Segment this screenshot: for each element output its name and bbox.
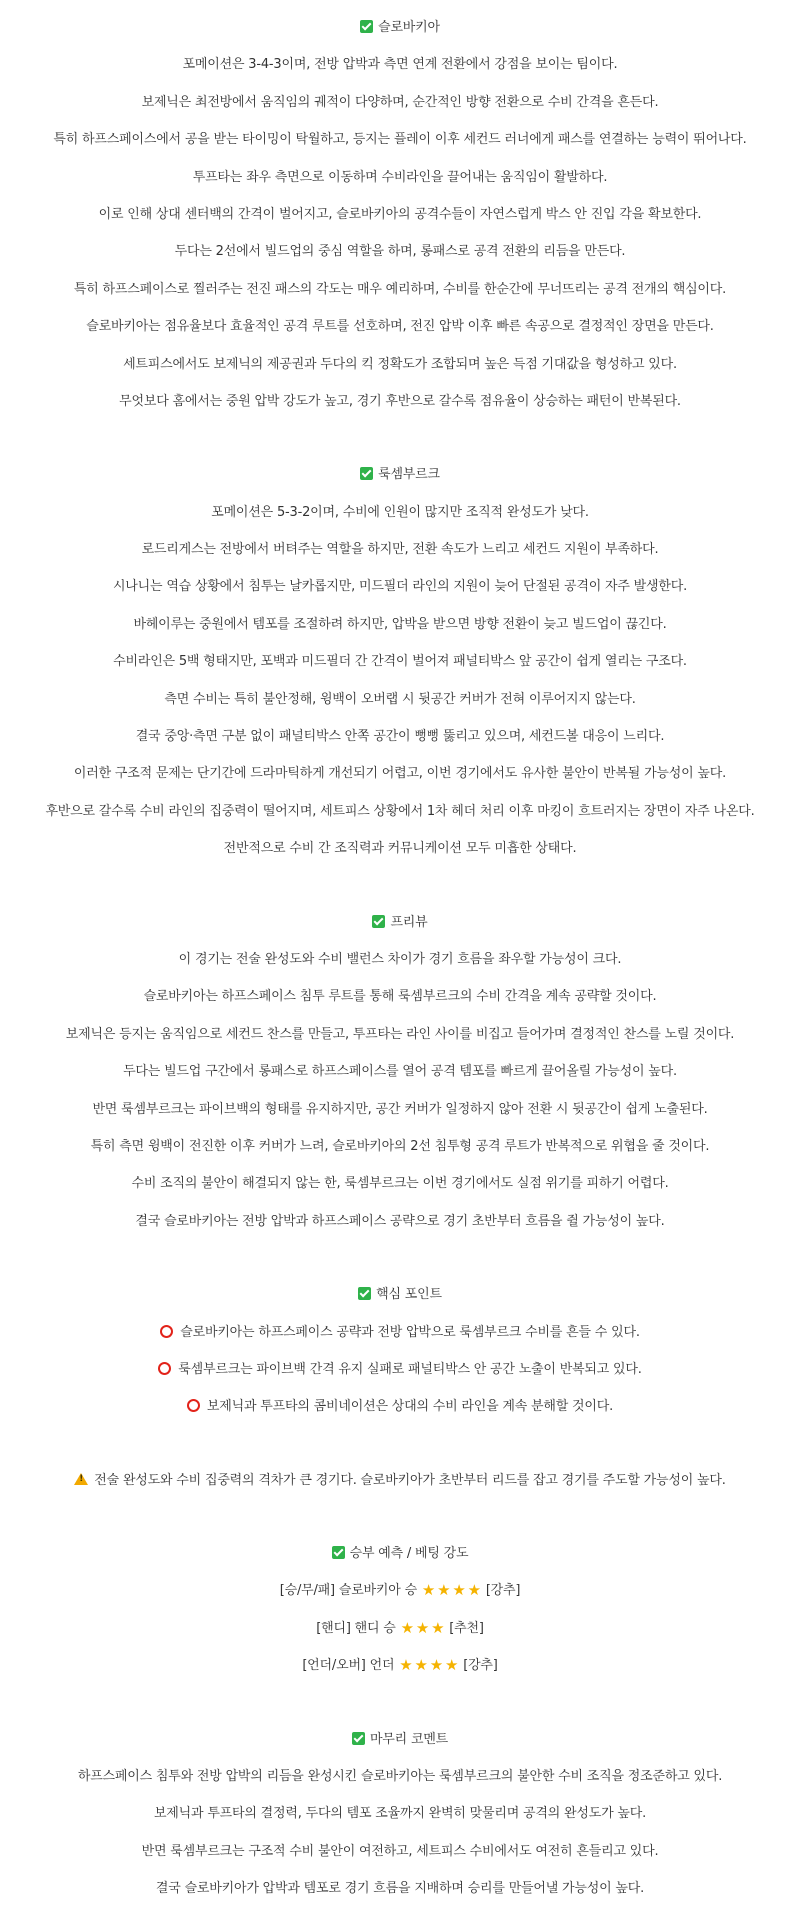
red-circle-icon — [158, 1362, 171, 1375]
key-point-text: 슬로바키아는 하프스페이스 공략과 전방 압박으로 룩셈부르크 수비를 흔들 수 있다. — [180, 1324, 640, 1340]
prediction-strength: [강추] — [485, 1583, 521, 1599]
star-icon: ★ — [467, 1581, 481, 1600]
paragraph-line: 보제닉과 투프타의 결정력, 두다의 템포 조율까지 완벽히 맞물리며 공격의 완성도가 높다. — [153, 1806, 647, 1822]
section-key-points — [0, 1284, 800, 1434]
prediction-market: [언더/오버] — [302, 1658, 366, 1674]
paragraph-line: 이러한 구조적 문제는 단기간에 드라마틱하게 개선되기 어렵고, 이번 경기에서도 유사한 불안이 반복될 가능성이 높다. — [73, 766, 727, 782]
prediction-pick: 핸디 승 — [354, 1620, 396, 1636]
section-slovakia — [0, 17, 800, 428]
star-icon: ★ — [429, 1656, 444, 1675]
paragraph-line: 로드리게스는 전방에서 버텨주는 역할을 하지만, 전환 속도가 느리고 세컨드 지원이 부족하다. — [141, 542, 659, 558]
star-icon: ★ — [415, 1618, 430, 1637]
paragraph-line: 보제닉은 등지는 움직임으로 세컨드 찬스를 만들고, 투프타는 라인 사이를 비집고 들어가며 결정적인 찬스를 노릴 것이다. — [65, 1026, 735, 1042]
warning-line — [0, 1470, 800, 1507]
section-heading — [0, 17, 800, 54]
paragraph-line: 슬로바키아는 점유율보다 효율적인 공격 루트를 선호하며, 전진 압박 이후 빠른 속공으로 결정적인 장면을 만든다. — [86, 319, 714, 335]
prediction-row — [0, 1618, 800, 1655]
section-heading — [0, 1543, 800, 1580]
warning-text: 전술 완성도와 수비 집중력의 격차가 큰 경기다. 슬로바키아가 초반부터 리드를 잡고 경기를 주도할 가능성이 높다. — [94, 1472, 726, 1488]
paragraph-line: 포메이션은 5-3-2이며, 수비에 인원이 많지만 조직적 완성도가 낮다. — [211, 504, 589, 520]
section-heading — [0, 1284, 800, 1321]
paragraph-line: 두다는 2선에서 빌드업의 중심 역할을 하며, 롱패스로 공격 전환의 리듬을 만든다. — [174, 244, 626, 260]
section-heading-text: 슬로바키아 — [378, 20, 440, 35]
star-rating — [398, 1658, 459, 1673]
section-heading-text: 프리뷰 — [390, 914, 428, 930]
paragraph-line: 반면 룩셈부르크는 구조적 수비 불안이 여전하고, 세트피스 수비에서도 여전히 흔들리고 있다. — [141, 1843, 659, 1859]
paragraph-line: 후반으로 갈수록 수비 라인의 집중력이 떨어지며, 세트피스 상황에서 1차 헤더 처리 이후 마킹이 흐트러지는 장면이 자주 나온다. — [45, 803, 755, 819]
paragraph-line: 특히 하프스페이스에서 공을 받는 타이밍이 탁월하고, 등지는 플레이 이후 세컨드 러너에게 패스를 연결하는 능력이 뛰어나다. — [53, 132, 747, 148]
paragraph-line: 특히 하프스페이스로 찔러주는 전진 패스의 각도는 매우 예리하며, 수비를 한순간에 무너뜨리는 공격 전개의 핵심이다. — [73, 281, 727, 297]
paragraph-line: 슬로바키아는 하프스페이스 침투 루트를 통해 룩셈부르크의 수비 간격을 계속 공략할 것이다. — [143, 989, 657, 1005]
paragraph-line: 결국 중앙·측면 구분 없이 패널티박스 안쪽 공간이 뻥뻥 뚫리고 있으며, 세컨드볼 대응이 느리다. — [135, 729, 665, 745]
paragraph-line: 특히 측면 윙백이 전진한 이후 커버가 느려, 슬로바키아의 2선 침투형 공격 루트가 반복적으로 위협을 줄 것이다. — [90, 1138, 710, 1154]
key-point-item — [0, 1396, 800, 1433]
check-icon — [358, 1287, 371, 1300]
star-icon: ★ — [414, 1656, 428, 1675]
paragraph-line: 하프스페이스 침투와 전방 압박의 리듬을 완성시킨 슬로바키아는 룩셈부르크의 불안한 수비 조직을 정조준하고 있다. — [77, 1769, 723, 1785]
key-point-text: 보제닉과 투프타의 콤비네이션은 상대의 수비 라인을 계속 분해할 것이다. — [206, 1399, 614, 1415]
star-icon: ★ — [431, 1618, 445, 1637]
paragraph-line: 전반적으로 수비 간 조직력과 커뮤니케이션 모두 미흡한 상태다. — [223, 841, 577, 857]
paragraph-line: 결국 슬로바키아가 압박과 템포로 경기 흐름을 지배하며 승리를 만들어낼 가능성이 높다. — [155, 1881, 645, 1897]
paragraph-line: 보제닉은 최전방에서 움직임의 궤적이 다양하며, 순간적인 방향 전환으로 수비 간격을 흔든다. — [141, 94, 659, 110]
section-warning — [0, 1470, 800, 1507]
section-heading-text: 마무리 코멘트 — [369, 1731, 449, 1747]
star-icon: ★ — [421, 1581, 436, 1600]
red-circle-icon — [187, 1399, 200, 1412]
paragraph-line: 반면 룩셈부르크는 파이브백의 형태를 유지하지만, 공간 커버가 일정하지 않아 전환 시 뒷공간이 쉽게 노출된다. — [92, 1101, 708, 1117]
prediction-strength: [추천] — [449, 1620, 484, 1636]
star-icon: ★ — [437, 1581, 451, 1600]
section-heading — [0, 464, 800, 501]
section-luxembourg — [0, 464, 800, 875]
star-icon: ★ — [399, 1656, 413, 1675]
key-point-item — [0, 1322, 800, 1359]
star-rating — [400, 1618, 446, 1637]
section-prediction — [0, 1543, 800, 1693]
paragraph-line: 수비라인은 5백 형태지만, 포백과 미드필더 간 간격이 벌어져 패널티박스 앞 공간이 쉽게 열리는 구조다. — [113, 654, 687, 670]
check-icon — [372, 915, 385, 928]
prediction-strength: [강추] — [463, 1658, 498, 1674]
section-closing — [0, 1729, 800, 1916]
section-heading — [0, 912, 800, 949]
paragraph-line: 무엇보다 홈에서는 중원 압박 강도가 높고, 경기 후반으로 갈수록 점유율이 상승하는 패턴이 반복된다. — [119, 393, 681, 409]
paragraph-line: 시나니는 역습 상황에서 침투는 날카롭지만, 미드필더 라인의 지원이 늦어 단절된 공격이 자주 발생한다. — [112, 579, 688, 595]
section-heading — [0, 1729, 800, 1766]
prediction-pick: 언더 — [369, 1658, 395, 1674]
key-point-item — [0, 1359, 800, 1396]
star-icon: ★ — [452, 1581, 466, 1600]
section-heading-text: 룩셈부르크 — [378, 467, 440, 483]
red-circle-icon — [160, 1325, 173, 1338]
check-icon — [360, 20, 373, 33]
warning-icon — [74, 1473, 88, 1485]
prediction-row — [0, 1655, 800, 1692]
check-icon — [360, 467, 373, 480]
paragraph-line: 이로 인해 상대 센터백의 간격이 벌어지고, 슬로바키아의 공격수들이 자연스럽게 박스 안 진입 각을 확보한다. — [98, 206, 702, 222]
paragraph-line: 측면 수비는 특히 불안정해, 윙백이 오버랩 시 뒷공간 커버가 전혀 이루어지지 않는다. — [164, 691, 636, 707]
check-icon — [352, 1732, 365, 1745]
section-heading-text: 핵심 포인트 — [376, 1287, 442, 1303]
section-heading-text: 승부 예측 / 베팅 강도 — [349, 1546, 469, 1562]
paragraph-line: 수비 조직의 불안이 해결되지 않는 한, 룩셈부르크는 이번 경기에서도 실점 위기를 피하기 어렵다. — [131, 1176, 669, 1192]
star-rating — [421, 1583, 482, 1598]
star-icon: ★ — [445, 1656, 459, 1675]
paragraph-line: 두다는 빌드업 구간에서 롱패스로 하프스페이스를 열어 공격 템포를 빠르게 끌어올릴 가능성이 높다. — [123, 1064, 677, 1080]
paragraph-line: 이 경기는 전술 완성도와 수비 밸런스 차이가 경기 흐름을 좌우할 가능성이 크다. — [178, 951, 622, 967]
check-icon — [332, 1546, 345, 1559]
prediction-market: [승/무/패] — [279, 1583, 335, 1599]
paragraph-line: 투프타는 좌우 측면으로 이동하며 수비라인을 끌어내는 움직임이 활발하다. — [192, 169, 608, 185]
paragraph-line: 세트피스에서도 보제닉의 제공권과 두다의 킥 정확도가 조합되며 높은 득점 기대값을 형성하고 있다. — [123, 356, 677, 372]
paragraph-line: 결국 슬로바키아는 전방 압박과 하프스페이스 공략으로 경기 초반부터 흐름을 쥘 가능성이 높다. — [135, 1213, 665, 1229]
prediction-pick: 슬로바키아 승 — [338, 1583, 417, 1599]
key-point-text: 룩셈부르크는 파이브백 간격 유지 실패로 패널티박스 안 공간 노출이 반복되고 있다. — [178, 1361, 642, 1377]
paragraph-line: 포메이션은 3-4-3이며, 전방 압박과 측면 연계 전환에서 강점을 보이는 팀이다. — [182, 57, 618, 73]
star-icon: ★ — [400, 1618, 414, 1637]
prediction-market: [핸디] — [316, 1620, 351, 1636]
section-preview — [0, 912, 800, 1249]
paragraph-line: 바헤이루는 중원에서 템포를 조절하려 하지만, 압박을 받으면 방향 전환이 늦고 빌드업이 끊긴다. — [133, 616, 667, 632]
prediction-row — [0, 1580, 800, 1617]
